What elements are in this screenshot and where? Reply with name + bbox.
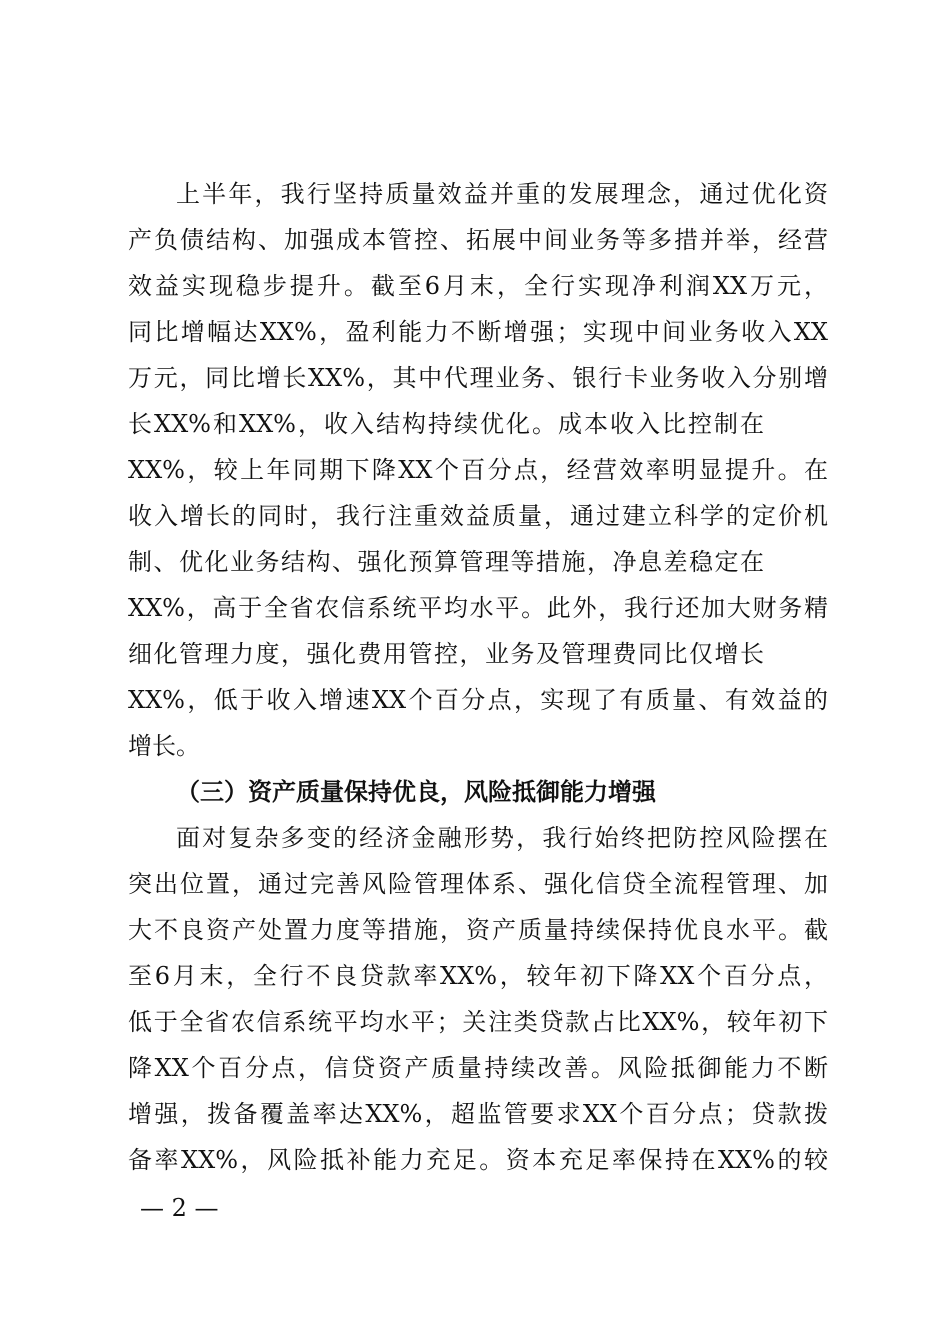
paragraph2-line-4: 至6月末，全行不良贷款率XX%，较年初下降XX个百分点， [128, 962, 828, 990]
paragraph1-line-10: XX%，高于全省农信系统平均水平。此外，我行还加大财务精 [128, 594, 828, 622]
paragraph1-line-7: XX%，较上年同期下降XX个百分点，经营效率明显提升。在 [128, 456, 828, 484]
paragraph2-line-5: 低于全省农信系统平均水平；关注类贷款占比XX%，较年初下 [128, 1008, 828, 1036]
paragraph2-line-7: 增强，拨备覆盖率达XX%，超监管要求XX个百分点；贷款拨 [128, 1100, 828, 1128]
paragraph1-line-8: 收入增长的同时，我行注重效益质量，通过建立科学的定价机 [128, 502, 828, 530]
paragraph2-line-1: 面对复杂多变的经济金融形势，我行始终把防控风险摆在 [176, 824, 828, 852]
paragraph1-line-13: 增长。 [128, 732, 200, 760]
paragraph2-line-2: 突出位置，通过完善风险管理体系、强化信贷全流程管理、加 [128, 870, 828, 898]
paragraph1-line-2: 产负债结构、加强成本管控、拓展中间业务等多措并举，经营 [128, 226, 828, 254]
paragraph2-line-6: 降XX个百分点，信贷资产质量持续改善。风险抵御能力不断 [128, 1054, 828, 1082]
paragraph1-line-12: XX%，低于收入增速XX个百分点，实现了有质量、有效益的 [128, 686, 828, 714]
paragraph2-line-3: 大不良资产处置力度等措施，资产质量持续保持优良水平。截 [128, 916, 828, 944]
paragraph1-line-3: 效益实现稳步提升。截至6月末，全行实现净利润XX万元， [128, 272, 828, 300]
paragraph1-line-5: 万元，同比增长XX%，其中代理业务、银行卡业务收入分别增 [128, 364, 828, 392]
paragraph1-line-9: 制、优化业务结构、强化预算管理等措施，净息差稳定在 [128, 548, 764, 576]
paragraph1-line-1: 上半年，我行坚持质量效益并重的发展理念，通过优化资 [176, 180, 828, 208]
paragraph1-line-6: 长XX%和XX%，收入结构持续优化。成本收入比控制在 [128, 410, 764, 438]
paragraph1-line-4: 同比增幅达XX%，盈利能力不断增强；实现中间业务收入XX [128, 318, 828, 346]
page-number: — 2 — [140, 1194, 219, 1222]
section-heading: （三）资产质量保持优良，风险抵御能力增强 [176, 777, 656, 806]
paragraph1-line-11: 细化管理力度，强化费用管控，业务及管理费同比仅增长 [128, 640, 764, 668]
paragraph2-line-8: 备率XX%，风险抵补能力充足。资本充足率保持在XX%的较 [128, 1146, 828, 1174]
